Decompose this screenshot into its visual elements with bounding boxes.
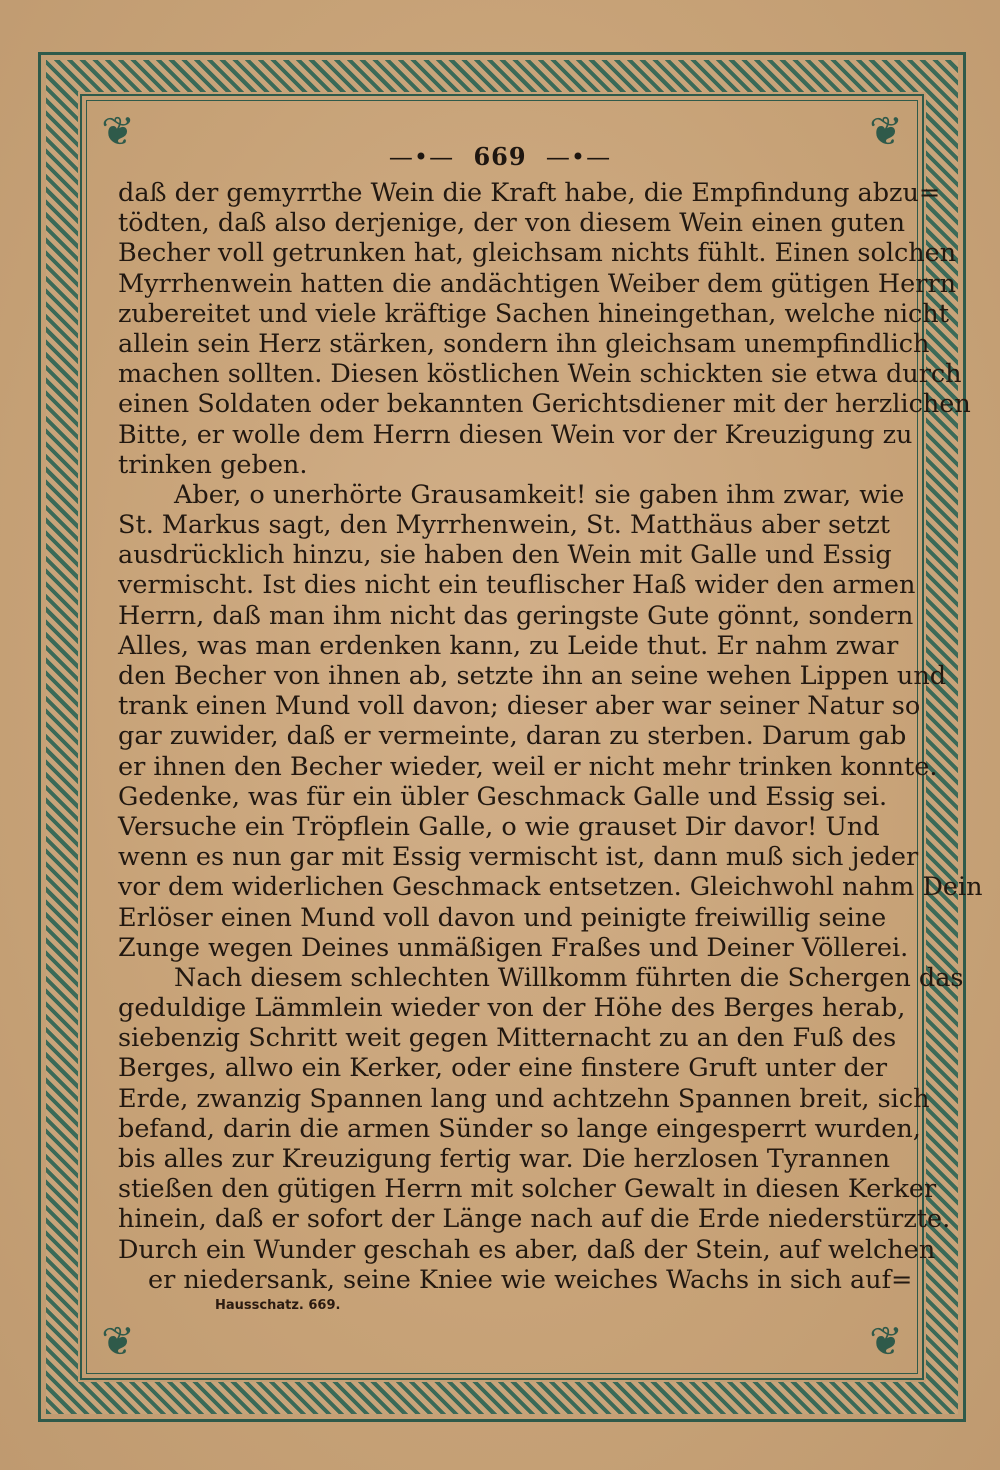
- fleuron-icon: ❦: [101, 1319, 135, 1365]
- text-line: befand, darin die armen Sünder so lange eingesperrt wurden,: [118, 1113, 921, 1144]
- header-ornament-right: —•—: [545, 143, 612, 171]
- text-line: Herrn, daß man ihm nicht das geringste Gute gönnt, sondern: [118, 600, 914, 631]
- text-line: Myrrhenwein hatten die andächtigen Weiber dem gütigen Herrn: [118, 268, 957, 299]
- header-ornament-left: —•—: [388, 143, 455, 171]
- text-line: machen sollten. Diesen köstlichen Wein schickten sie etwa durch: [118, 359, 962, 390]
- text-line: bis alles zur Kreuzigung fertig war. Die herzlosen Tyrannen: [118, 1144, 891, 1174]
- text-line: Bitte, er wolle dem Herrn diesen Wein vor der Kreuzigung zu: [118, 419, 913, 450]
- text-line: er ihnen den Becher wieder, weil er nicht mehr trinken konnte.: [118, 751, 938, 782]
- text-line: Berges, allwo ein Kerker, oder eine finstere Gruft unter der: [118, 1053, 888, 1084]
- text-line: Durch ein Wunder geschah es aber, daß der Stein, auf welchen: [118, 1234, 936, 1265]
- page-number: 669: [473, 142, 527, 171]
- text-line: vermischt. Ist dies nicht ein teuflischer Haß wider den armen: [118, 570, 916, 601]
- text-line: einen Soldaten oder bekannten Gerichtsdiener mit der herzlichen: [118, 389, 971, 420]
- text-line: wenn es nun gar mit Essig vermischt ist, dann muß sich jeder: [118, 842, 919, 873]
- text-line: Aber, o unerhörte Grausamkeit! sie gaben ihm zwar, wie: [174, 479, 905, 510]
- text-line: siebenzig Schritt weit gegen Mitternacht zu an den Fuß des: [118, 1023, 897, 1054]
- text-line: Zunge wegen Deines unmäßigen Fraßes und Deiner Völlerei.: [118, 932, 909, 963]
- page-header: [0, 142, 1000, 171]
- text-line: hinein, daß er sofort der Länge nach auf die Erde niederstürzte.: [118, 1204, 951, 1235]
- fleuron-icon: ❦: [869, 1319, 903, 1365]
- text-line: Alles, was man erdenken kann, zu Leide thut. Er nahm zwar: [118, 630, 899, 661]
- text-line: den Becher von ihnen ab, setzte ihn an seine wehen Lippen und: [118, 661, 947, 691]
- text-line: vor dem widerlichen Geschmack entsetzen. Gleichwohl nahm Dein: [118, 872, 983, 903]
- text-line: ausdrücklich hinzu, sie haben den Wein mit Galle und Essig: [118, 540, 892, 571]
- text-line: Erde, zwanzig Spannen lang und achtzehn Spannen breit, sich: [118, 1083, 930, 1114]
- text-line: gar zuwider, daß er vermeinte, daran zu sterben. Darum gab: [118, 721, 907, 752]
- text-line: Nach diesem schlechten Willkomm führten die Schergen das: [174, 962, 964, 993]
- text-line: Erlöser einen Mund voll davon und peinigte freiwillig seine: [118, 902, 887, 933]
- text-line: Versuche ein Tröpflein Galle, o wie grauset Dir davor! Und: [118, 811, 880, 842]
- text-line: Gedenke, was für ein übler Geschmack Galle und Essig sei.: [118, 781, 888, 812]
- text-line: trank einen Mund voll davon; dieser aber war seiner Natur so: [118, 691, 921, 722]
- text-line: trinken geben.: [118, 449, 308, 480]
- text-line: Becher voll getrunken hat, gleichsam nichts fühlt. Einen solchen: [118, 238, 957, 269]
- fleuron-icon: ❦: [101, 109, 135, 155]
- text-line: daß der gemyrrthe Wein die Kraft habe, die Empfindung abzu=: [118, 178, 941, 208]
- text-line: geduldige Lämmlein wieder von der Höhe des Berges herab,: [118, 993, 906, 1024]
- body-text: [118, 178, 983, 1295]
- text-line: tödten, daß also derjenige, der von diesem Wein einen guten: [118, 208, 906, 239]
- signature-mark: Hausschatz. 669.: [215, 1298, 341, 1313]
- text-line: er niedersank, seine Kniee wie weiches Wachs in sich auf=: [148, 1264, 913, 1295]
- fleuron-icon: ❦: [869, 109, 903, 155]
- text-line: allein sein Herz stärken, sondern ihn gleichsam unempfindlich: [118, 328, 930, 359]
- text-line: stießen den gütigen Herrn mit solcher Gewalt in diesen Kerker: [118, 1174, 937, 1205]
- text-line: St. Markus sagt, den Myrrhenwein, St. Matthäus aber setzt: [118, 510, 891, 541]
- text-line: zubereitet und viele kräftige Sachen hineingethan, welche nicht: [118, 298, 949, 329]
